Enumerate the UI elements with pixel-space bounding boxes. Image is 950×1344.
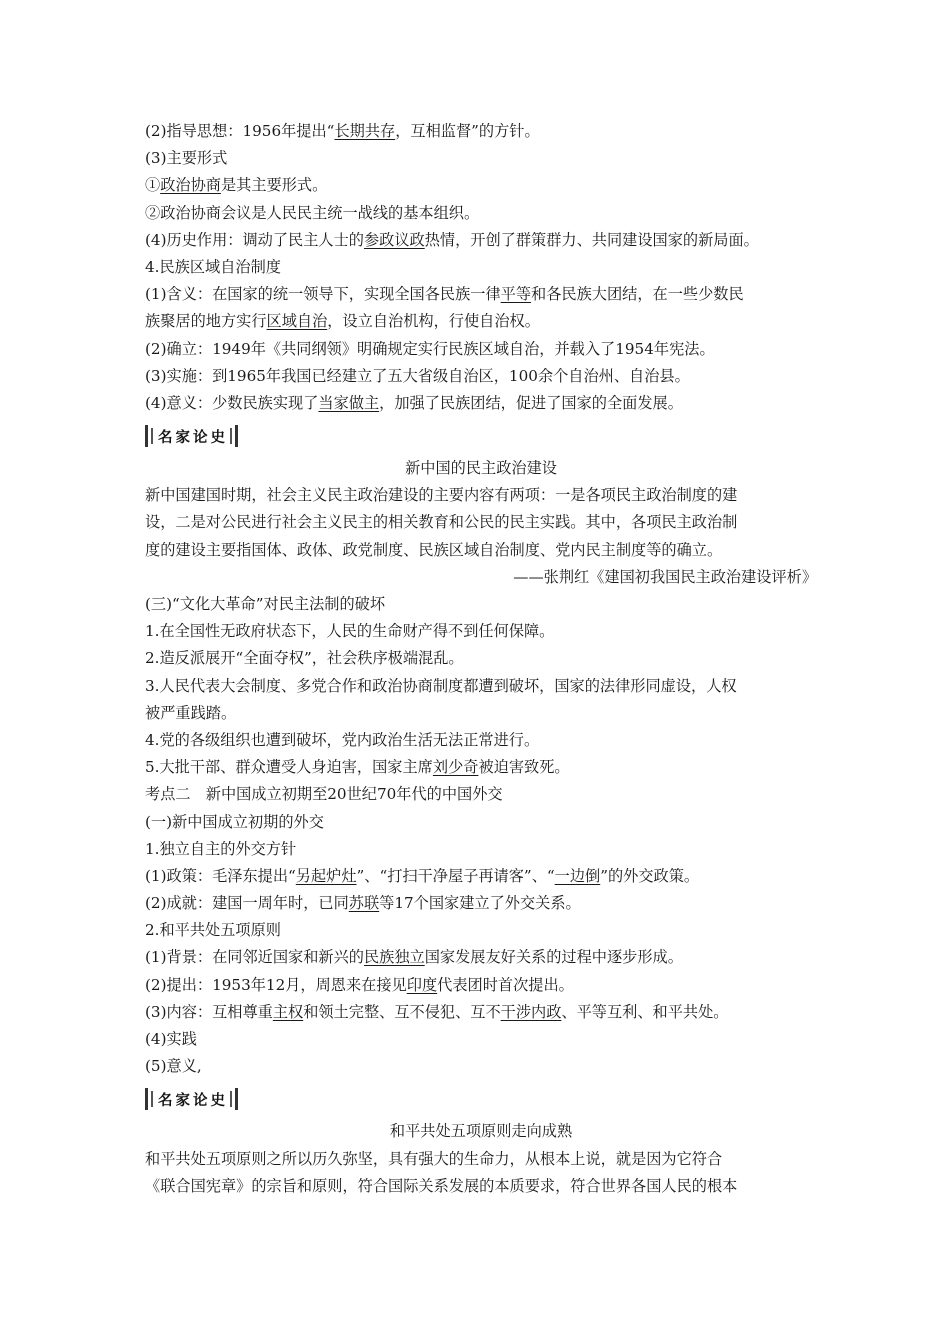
sidebar-title: 新中国的民主政治建设 xyxy=(405,459,557,478)
underlined-term: 长期共存 xyxy=(334,122,396,140)
main-forms-heading: (3)主要形式 xyxy=(145,149,228,168)
practice-line: (4)实践 xyxy=(145,1030,197,1048)
document-page xyxy=(145,118,817,1200)
sidebar-paragraph-line: 新中国建国时期，社会主义民主政治建设的主要内容有两项：一是各项民主政治制度的建 xyxy=(145,486,738,505)
sidebar-paragraph-line: 设，二是对公民进行社会主义民主的相关教育和公民的民主实践。其中，各项民主政治制 xyxy=(145,513,738,532)
underlined-term: 另起炉灶 xyxy=(295,866,357,885)
underlined-term: 主权 xyxy=(272,1002,304,1021)
significance-line: (4)意义：少数民族实现了当家做主，加强了民族团结，促进了国家的全面发展。 xyxy=(145,393,683,412)
sidebar-paragraph-line: 度的建设主要指国体、政体、政党制度、民族区域自治制度、党内民主制度等的确立。 xyxy=(145,540,723,559)
sidebar-paragraph-line: 《联合国宪章》的宗旨和原则，符合国际关系发展的本质要求，符合世界各国人民的根本 xyxy=(145,1176,738,1195)
underlined-term: 政治协商 xyxy=(160,176,221,195)
underlined-term: 一边倒 xyxy=(554,866,601,885)
form-item-1: ①政治协商是其主要形式。 xyxy=(145,176,328,195)
policy-line: (1)政策：毛泽东提出“另起炉灶”、“打扫干净屋子再请客”、“一边倒”的外交政策。 xyxy=(145,866,700,885)
list-item: 5.大批干部、群众遭受人身迫害，国家主席刘少奇被迫害致死。 xyxy=(145,758,570,777)
policy-heading: 1.独立自主的外交方针 xyxy=(145,839,297,858)
underlined-term: 当家做主 xyxy=(318,393,380,412)
form-item-2: ②政治协商会议是人民民主统一战线的基本组织。 xyxy=(145,203,480,222)
famous-scholars-label: 名家论史 xyxy=(145,1088,238,1110)
sidebar-citation: ——张荆红《建国初我国民主政治建设评析》 xyxy=(513,567,817,586)
list-item: 1.在全国性无政府状态下，人民的生命财产得不到任何保障。 xyxy=(145,622,555,641)
underlined-term: 苏联 xyxy=(348,894,380,913)
underlined-term: 刘少奇 xyxy=(432,758,479,777)
underlined-term: 平等 xyxy=(500,285,532,304)
section-4-heading: 4.民族区域自治制度 xyxy=(145,257,281,276)
meaning-line-1: (1)含义：在国家的统一领导下，实现全国各民族一律平等和各民族大团结，在一些少数民 xyxy=(145,285,744,304)
proposal-line: (2)提出：1953年12月，周恩来在接见印度代表团时首次提出。 xyxy=(145,975,574,994)
underlined-term: 民族独立 xyxy=(363,948,425,967)
historical-role-line: (4)历史作用：调动了民主人士的参政议政热情，开创了群策群力、共同建设国家的新局面。 xyxy=(145,230,759,249)
background-line: (1)背景：在同邻近国家和新兴的民族独立国家发展友好关系的过程中逐步形成。 xyxy=(145,948,683,967)
list-item: 2.造反派展开“全面夺权”，社会秩序极端混乱。 xyxy=(145,649,464,668)
sidebar-paragraph-line: 和平共处五项原则之所以历久弥坚，具有强大的生命力，从根本上说，就是因为它符合 xyxy=(145,1149,723,1168)
achievement-line: (2)成就：建国一周年时，已同苏联等17个国家建立了外交关系。 xyxy=(145,894,581,913)
sidebar-label-row xyxy=(145,417,817,455)
list-item: 4.党的各级组织也遭到破坏，党内政治生活无法正常进行。 xyxy=(145,730,540,749)
five-principles-heading: 2.和平共处五项原则 xyxy=(145,921,281,940)
subsection-heading: (一)新中国成立初期的外交 xyxy=(145,812,324,831)
kaodian-heading: 考点二 新中国成立初期至20世纪70年代的中国外交 xyxy=(145,785,503,804)
meaning-line: (5)意义, xyxy=(145,1057,202,1076)
content-line: (3)内容：互相尊重主权和领土完整、互不侵犯、互不干涉内政、平等互利、和平共处。 xyxy=(145,1002,729,1021)
list-item: 3.人民代表大会制度、多党合作和政治协商制度都遭到破坏，国家的法律形同虚设，人权 xyxy=(145,676,737,695)
list-item-continuation: 被严重践踏。 xyxy=(145,703,237,722)
underlined-term: 参政议政 xyxy=(363,230,425,249)
sidebar-title: 和平共处五项原则走向成熟 xyxy=(389,1122,573,1141)
meaning-line-2: 族聚居的地方实行区域自治，设立自治机构，行使自治权。 xyxy=(145,312,540,331)
underlined-term: 印度 xyxy=(406,975,438,994)
implement-line: (3)实施：到1965年我国已经建立了五大省级自治区，100余个自治州、自治县。 xyxy=(145,366,690,385)
sidebar-label-row xyxy=(145,1080,817,1118)
guiding-thought-line: (2)指导思想：1956年提出“长期共存，互相监督”的方针。 xyxy=(145,122,540,140)
establish-line: (2)确立：1949年《共同纲领》明确规定实行民族区域自治，并载入了1954年宪法。 xyxy=(145,339,715,358)
famous-scholars-label: 名家论史 xyxy=(145,425,238,447)
underlined-term: 干涉内政 xyxy=(500,1002,562,1021)
underlined-term: 区域自治 xyxy=(266,312,328,331)
cultural-revolution-heading: (三)“文化大革命”对民主法制的破坏 xyxy=(145,595,386,613)
